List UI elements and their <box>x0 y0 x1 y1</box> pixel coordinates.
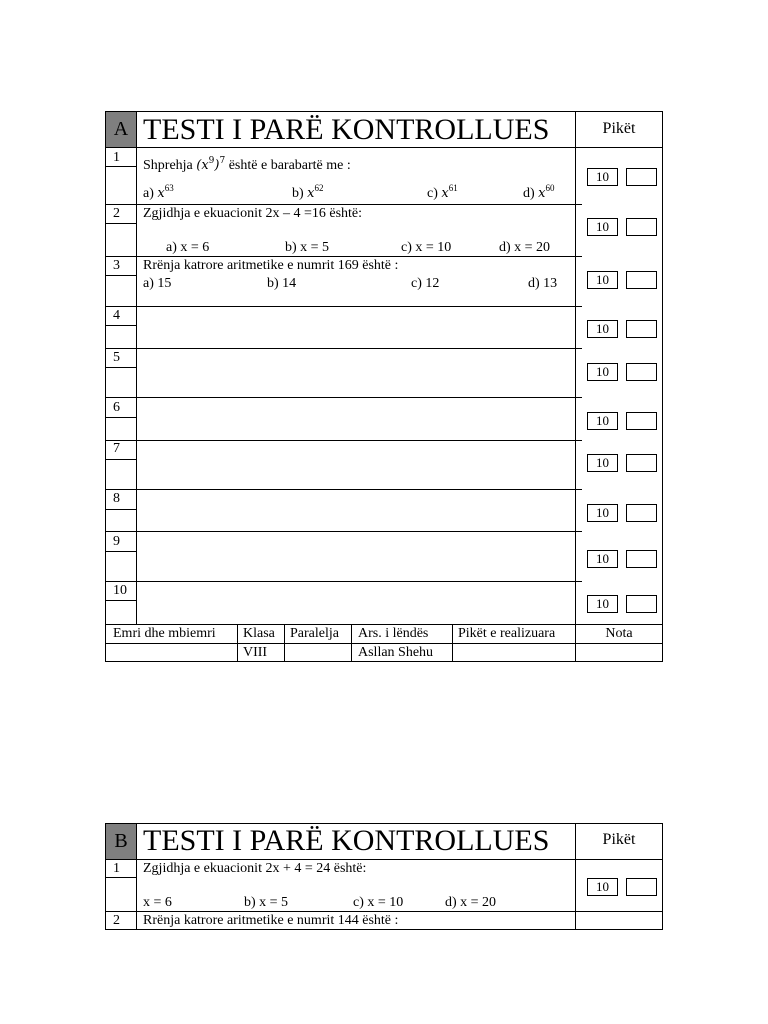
answer-d: d) $x^{60}$ <box>523 183 555 201</box>
max-points-box: 10 <box>587 878 618 896</box>
answer-b: b) x = 5 <box>285 240 330 255</box>
class-value: VIII <box>243 645 268 660</box>
row-line <box>105 325 137 326</box>
question-number: 10 <box>113 583 127 598</box>
max-points-box: 10 <box>587 218 618 236</box>
answer-b: b) $x^{62}$ <box>292 183 324 201</box>
row-line <box>105 551 137 552</box>
teacher-value: Asllan Shehu <box>358 645 434 660</box>
answer-a: x = 6 <box>143 895 172 910</box>
student-name-field[interactable] <box>106 644 237 661</box>
row-line <box>105 859 663 860</box>
frame-line <box>105 111 106 662</box>
score-input-box[interactable] <box>626 595 657 613</box>
question-number: 2 <box>113 206 120 221</box>
answer-a: a) $x^{63}$ <box>143 183 174 201</box>
footer-grade-label: Nota <box>605 626 633 641</box>
question-text: Rrënja katrore aritmetike e numrit 169 është : <box>143 258 399 273</box>
question-text: Rrënja katrore aritmetike e numrit 144 është : <box>143 913 399 928</box>
score-input-box[interactable] <box>626 320 657 338</box>
score-input-box[interactable] <box>626 168 657 186</box>
row-line <box>105 489 582 490</box>
answer-d: d) 13 <box>528 276 558 291</box>
row-line <box>105 397 582 398</box>
frame-line <box>575 111 576 662</box>
row-line <box>105 166 137 167</box>
row-line <box>105 911 663 912</box>
answer-c: c) $x^{61}$ <box>427 183 458 201</box>
frame-line <box>237 624 238 662</box>
question-number: 4 <box>113 308 120 323</box>
test-title: TESTI I PARË KONTROLLUES <box>143 113 550 146</box>
max-points-box: 10 <box>587 595 618 613</box>
frame-line <box>351 624 352 662</box>
question-number: 2 <box>113 913 120 928</box>
points-header: Pikët <box>602 120 636 137</box>
answer-a: a) x = 6 <box>166 240 210 255</box>
score-input-box[interactable] <box>626 878 657 896</box>
row-line <box>105 204 582 205</box>
footer-class-label: Klasa <box>243 626 275 641</box>
row-line <box>105 440 582 441</box>
test-letter: B <box>106 824 136 859</box>
row-line <box>105 147 663 148</box>
answer-c: c) x = 10 <box>401 240 452 255</box>
test-title: TESTI I PARË KONTROLLUES <box>143 824 550 857</box>
parallel-field[interactable] <box>285 644 351 661</box>
answer-d: d) x = 20 <box>445 895 497 910</box>
test-letter: A <box>106 112 136 147</box>
question-text: Shprehja $(x^9)^7$ është e barabartë me : <box>143 156 351 173</box>
footer-name-label: Emri dhe mbiemri <box>113 626 216 641</box>
max-points-box: 10 <box>587 504 618 522</box>
frame-line <box>105 929 663 930</box>
score-input-box[interactable] <box>626 271 657 289</box>
question-number: 9 <box>113 534 120 549</box>
question-number: 3 <box>113 258 120 273</box>
max-points-box: 10 <box>587 363 618 381</box>
score-input-box[interactable] <box>626 550 657 568</box>
row-line <box>105 624 663 625</box>
max-points-box: 10 <box>587 320 618 338</box>
row-line <box>105 581 582 582</box>
row-line <box>105 459 137 460</box>
max-points-box: 10 <box>587 550 618 568</box>
row-line <box>105 223 137 224</box>
answer-c: c) 12 <box>411 276 440 291</box>
row-line <box>105 600 137 601</box>
answer-b: b) 14 <box>267 276 297 291</box>
score-input-box[interactable] <box>626 412 657 430</box>
max-points-box: 10 <box>587 412 618 430</box>
max-points-box: 10 <box>587 454 618 472</box>
points-header: Pikët <box>602 831 636 848</box>
question-number: 1 <box>113 150 120 165</box>
score-input-box[interactable] <box>626 504 657 522</box>
question-number: 6 <box>113 400 120 415</box>
score-input-box[interactable] <box>626 363 657 381</box>
question-number: 7 <box>113 441 120 456</box>
frame-line <box>136 111 137 625</box>
frame-line <box>105 661 663 662</box>
max-points-box: 10 <box>587 271 618 289</box>
grade-field[interactable] <box>576 644 662 661</box>
score-input-box[interactable] <box>626 218 657 236</box>
row-line <box>105 417 137 418</box>
math-expression: $(x^9)^7$ <box>196 156 226 173</box>
row-line <box>105 509 137 510</box>
answer-b: b) x = 5 <box>244 895 289 910</box>
row-line <box>105 275 137 276</box>
footer-achieved-label: Pikët e realizuara <box>458 626 556 641</box>
answer-a: a) 15 <box>143 276 172 291</box>
frame-line <box>662 111 663 662</box>
question-text: Zgjidhja e ekuacionit 2x + 4 = 24 është: <box>143 861 367 876</box>
question-number: 5 <box>113 350 120 365</box>
question-number: 8 <box>113 491 120 506</box>
achieved-points-field[interactable] <box>453 644 575 661</box>
frame-line <box>105 111 663 112</box>
row-line <box>105 348 582 349</box>
answer-c: c) x = 10 <box>353 895 404 910</box>
question-number: 1 <box>113 861 120 876</box>
row-line <box>105 531 582 532</box>
row-line <box>105 256 582 257</box>
row-line <box>105 877 137 878</box>
question-text: Zgjidhja e ekuacionit 2x – 4 =16 është: <box>143 206 363 221</box>
row-line <box>105 367 137 368</box>
footer-teacher-label: Ars. i lëndës <box>358 626 429 641</box>
frame-line <box>662 823 663 930</box>
answer-d: d) x = 20 <box>499 240 551 255</box>
score-input-box[interactable] <box>626 454 657 472</box>
footer-parallel-label: Paralelja <box>290 626 339 641</box>
max-points-box: 10 <box>587 168 618 186</box>
row-line <box>105 306 582 307</box>
